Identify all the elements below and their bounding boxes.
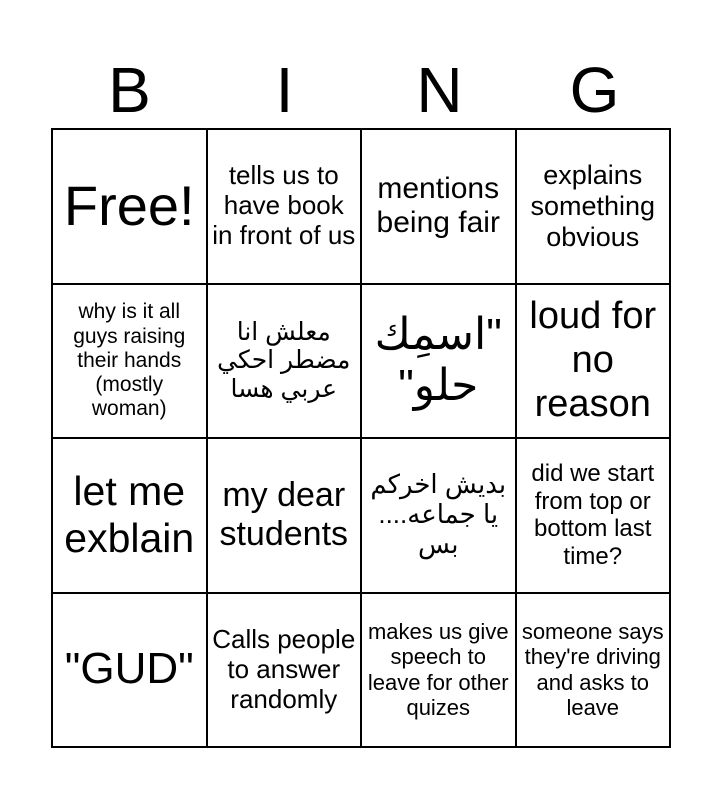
bingo-cell[interactable] [53,439,208,594]
bingo-grid [51,128,671,748]
cell-text: Free! [63,174,195,238]
cell-text: someone says they're driving and asks to leave [521,619,664,721]
cell-text: did we start from top or bottom last time? [531,460,655,570]
header-letter-n: N [416,54,463,126]
bingo-cell[interactable] [362,285,517,440]
bingo-cell[interactable] [517,285,672,440]
bingo-cell[interactable] [208,594,363,749]
bingo-cell[interactable] [53,594,208,749]
cell-text: why is it all guys raising their hands (mostly woman) [73,300,186,420]
bingo-cell[interactable] [517,130,672,285]
header-letter-b: B [108,54,151,126]
bingo-cell[interactable] [208,130,363,285]
header-letter-i: I [275,54,294,126]
bingo-cell[interactable] [517,439,672,594]
bingo-cell[interactable] [208,285,363,440]
bingo-cell[interactable] [208,439,363,594]
bingo-cell[interactable] [362,130,517,285]
bingo-cell[interactable] [53,285,208,440]
bingo-cell[interactable] [362,594,517,749]
cell-text: معلش انا مضطر احكي عربي هسا [217,317,351,404]
bingo-cell-free[interactable] [53,130,208,285]
cell-text: makes us give speech to leave for other quizes [367,619,509,721]
cell-text: loud for no reason [529,295,657,425]
header-letter-g: G [569,54,620,126]
bingo-header [52,55,672,125]
cell-text: Calls people to answer randomly [212,623,356,714]
bingo-cell[interactable] [362,439,517,594]
cell-text: my dear students [219,476,349,554]
cell-text: tells us to have book in front of us [212,160,356,251]
cell-text: let me exblain [64,468,195,562]
cell-text: بديش اخركم يا جماعه.... بس [370,469,507,560]
cell-text: explains something obvious [530,159,656,252]
cell-text: mentions being fair [376,171,500,240]
cell-text: "GUD" [64,644,194,694]
bingo-cell[interactable] [517,594,672,749]
cell-text: "اسمِك حلو" [374,310,502,410]
